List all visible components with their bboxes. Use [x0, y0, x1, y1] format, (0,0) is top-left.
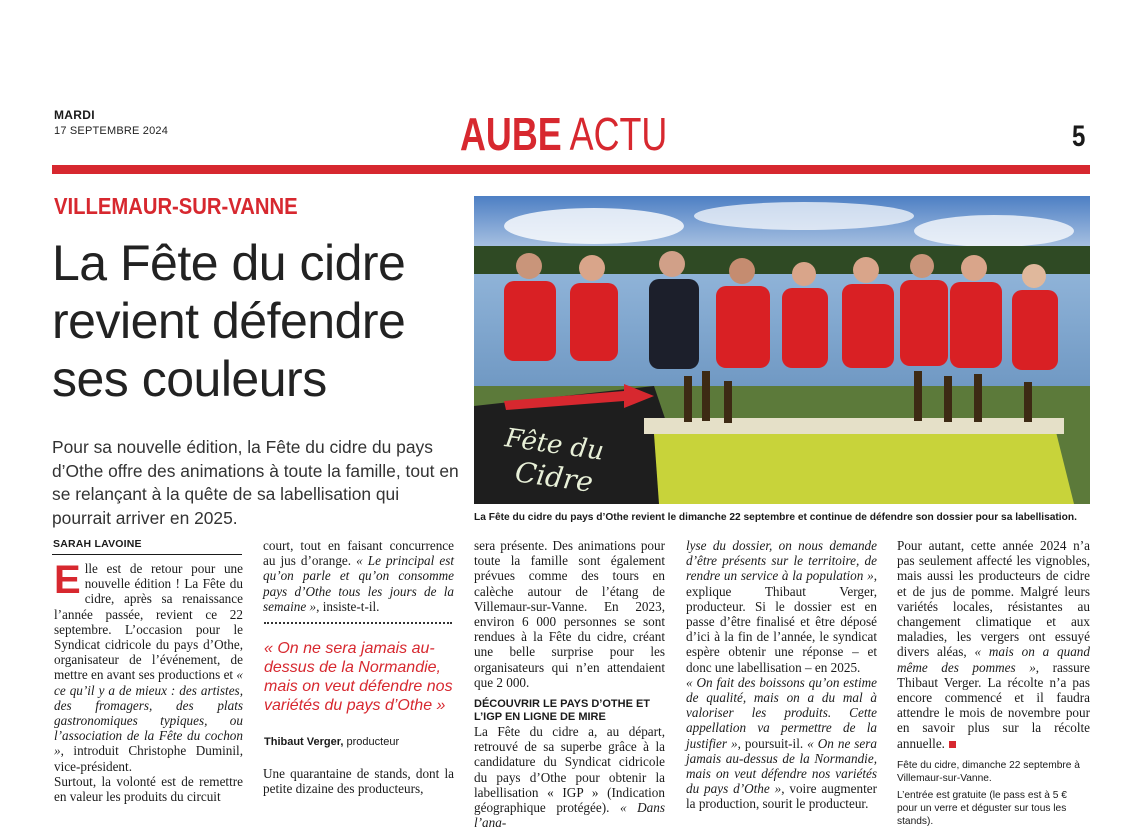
pull-quote-author	[264, 736, 399, 748]
photo-sign-text-1: Fête du	[503, 423, 606, 467]
paragraph	[474, 724, 665, 830]
paragraph-intro	[54, 558, 243, 774]
info-price: L’entrée est gratuite (le pass est à 5 € pour un verre et déguster sur tous les stands).	[897, 789, 1067, 827]
section-name-light: ACTU	[569, 108, 668, 160]
text-run: , rassure Thibaut Verger. La récolte n’a pas encore commencé et il faudra attendre le mois de novembre pour en savoir plus sur la récolte annuelle.	[897, 659, 1090, 751]
text-run: lle est de retour pour une nouvelle édition ! La Fête du cidre, après sa renaissance l’année passée, revient ce 22 septembre. L’occasion pour le Syndicat cidricole du pays d’Othe, organisateur de l’événement, de mettre en avant ses productions et	[54, 561, 243, 683]
text-run: , explique Thibaut Verger, producteur. Si le dossier est en passe d’être finalisé et être déposé d’ici à la fin de l’année, le syndicat espère obtenir une réponse – et donc une labellisation – en 2025.	[686, 568, 877, 675]
article-column-2	[263, 538, 454, 614]
text-run: , insiste-t-il.	[316, 598, 380, 614]
quote-run: « Dans l’ana-	[474, 800, 666, 830]
photo-caption: La Fête du cidre du pays d’Othe revient le dimanche 22 septembre et continue de défendre son dossier pour sa labellisation.	[474, 512, 1077, 523]
article-column-5	[897, 538, 1090, 828]
paragraph	[897, 538, 1090, 751]
paragraph	[686, 538, 877, 675]
drop-cap: E	[54, 558, 81, 602]
pull-quote: « On ne sera jamais au-dessus de la Normandie, mais on veut défendre nos variétés du pays d’Othe »	[264, 640, 453, 714]
article-kicker: VILLEMAUR-SUR-VANNE	[54, 193, 298, 219]
info-event: Fête du cidre, dimanche 22 septembre à Villemaur-sur-Vanne.	[897, 759, 1080, 784]
quote-run: lyse du dossier, on nous demande d’être présents sur le territoire, de rendre un service à la population »	[686, 538, 877, 584]
paragraph	[263, 538, 454, 614]
quote-author-role: producteur	[346, 736, 400, 748]
byline-divider	[52, 554, 242, 555]
quote-run: « On fait des boissons qu’on estime de qualité, mais on a du mal à valoriser les produits. Cette appellation va permettre de la justifier »	[686, 674, 877, 751]
paragraph: Une quarantaine de stands, dont la petite dizaine des producteurs,	[263, 766, 454, 797]
text-run: , introduit Christophe Duminil, vice-président.	[54, 743, 243, 774]
article-subhead: DÉCOUVRIR LE PAYS D’OTHE ET L’IGP EN LIGNE DE MIRE	[474, 698, 651, 724]
text-run: Pour autant, cette année 2024 n’a pas seulement affecté les vignobles, mais aussi les producteurs de cidre et de jus de pomme. Malgré leurs variétés locales, résistantes au changement climatique et aux maladies, les vergers ont essuyé divers aléas,	[897, 538, 1090, 660]
article-standfirst: Pour sa nouvelle édition, la Fête du cidre du pays d’Othe offre des animations à toute la famille, tout en se relançant à la quête de sa labellisation qui pourrait arriver en 2025.	[52, 437, 459, 528]
quote-run: « ce qu’il y a de mieux : des artistes, des fromagers, des plats gastronomiques typiques, ou l’association de la Fête du cochon »	[54, 667, 243, 759]
paragraph: Surtout, la volonté est de remettre en valeur les produits du circuit	[54, 773, 243, 805]
header-rule	[52, 165, 1090, 174]
article-headline: La Fête du cidre revient défendre ses couleurs	[52, 235, 406, 407]
quote-run: « mais on a quand même des pommes »	[897, 644, 1090, 675]
article-photo	[474, 196, 1090, 504]
quote-run: « On ne sera jamais au-dessus de la Normandie, mais on veut défendre nos variétés du pays d’Othe »	[686, 735, 878, 797]
header-date: 17 SEPTEMBRE 2024	[54, 125, 169, 137]
text-run: , poursuit-il.	[737, 735, 808, 751]
header-day: MARDI	[54, 108, 95, 122]
text-run: La Fête du cidre a, au départ, retrouvé de sa superbe grâce à la candidature du Syndicat cidricole du pays d’Othe pour obtenir la labellisation « IGP » (Indication géographique protégée).	[474, 724, 665, 816]
paragraph: sera présente. Des animations pour toute la famille sont également prévues comme des tours en calèche autour de l’étang de Villemaur-sur-Vanne. En 2023, environ 6 000 personnes se sont rendues à la Fête du cidre, créant une belle surprise pour les organisateurs qui n’en attendaient que 2 000.	[474, 538, 665, 690]
article-column-1	[54, 558, 243, 805]
section-masthead	[460, 106, 667, 162]
photo-sign-text-2: Cidre	[513, 455, 596, 499]
paragraph	[686, 675, 877, 812]
section-name-bold: AUBE	[460, 108, 562, 160]
article-column-4	[686, 538, 877, 812]
text-run: court, tout en faisant concurrence au jus d’orange.	[263, 538, 454, 569]
article-column-3	[474, 538, 665, 830]
quote-run: « Le principal est qu’on parle et qu’on consomme pays d’Othe tous les jours de la semaine »	[263, 553, 454, 614]
page-number: 5	[1072, 120, 1086, 153]
article-byline: SARAH LAVOINE	[53, 538, 142, 550]
quote-author-name: Thibaut Verger,	[264, 736, 344, 748]
article-column-2-bottom	[263, 766, 454, 796]
text-run: , voire augmenter la production, sourit le producteur.	[686, 781, 877, 812]
end-of-article-square-icon	[949, 741, 956, 748]
pull-quote-divider	[264, 622, 452, 624]
